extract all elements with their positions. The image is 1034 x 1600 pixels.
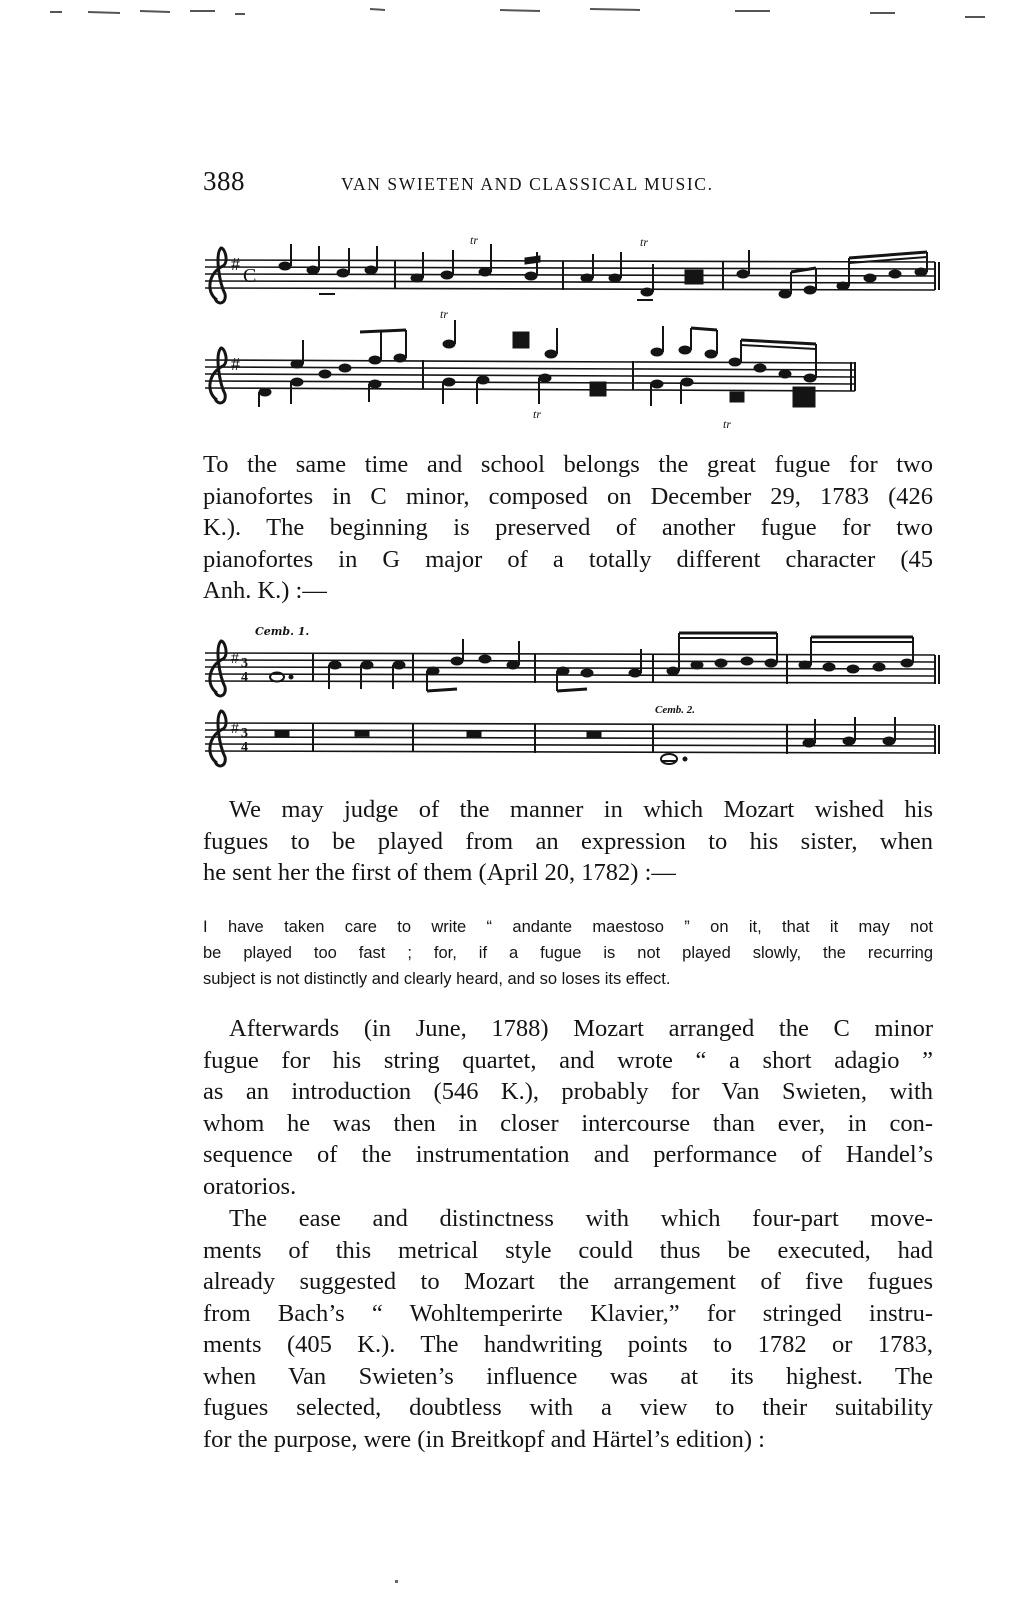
text-line: from Bach’s “ Wohltemperirte Klavier,” for stringed instru- — [203, 1299, 933, 1327]
text-line: he sent her the first of them (April 20, 1782) :— — [203, 859, 676, 886]
text-line: pianofortes in G major of a totally different character (45 — [203, 545, 933, 573]
text-line: Anh. K.) :— — [203, 577, 327, 604]
text-line: ments (405 K.). The handwriting points to 1782 or 1783, — [203, 1331, 933, 1358]
cembalo-2-label: Cemb. 2. — [655, 704, 696, 716]
text-line: The ease and distinctness with which four-part move- — [229, 1205, 933, 1232]
svg-text:3: 3 — [241, 656, 248, 671]
svg-text:#: # — [231, 354, 240, 374]
text-line: oratorios. — [203, 1172, 297, 1200]
quote-line: subject is not distinctly and clearly heard, and so loses its effect. — [203, 970, 671, 988]
music-notation-example-1 — [195, 232, 945, 432]
text-line: for the purpose, were (in Breitkopf and Härtel’s edition) : — [203, 1425, 765, 1453]
svg-text:#: # — [231, 720, 239, 737]
svg-text:tr: tr — [640, 235, 649, 249]
text-line: fugues selected, doubtless with a view to their suitability — [203, 1394, 933, 1421]
svg-text:#: # — [231, 254, 240, 274]
text-line: To the same time and school belongs the great fugue for two — [203, 451, 933, 478]
svg-text:3: 3 — [241, 726, 248, 741]
svg-text:tr: tr — [723, 417, 732, 431]
scan-speck — [395, 1580, 398, 1583]
text-line: pianofortes in C minor, composed on December 29, 1783 (426 — [203, 482, 933, 510]
page-header — [203, 166, 943, 202]
text-line: fugues to be played from an expression to his sister, when — [203, 827, 933, 855]
quote-line: be played too fast ; for, if a fugue is not played slowly, the recurring — [203, 944, 933, 962]
svg-text:tr: tr — [533, 407, 542, 421]
svg-text:4: 4 — [241, 670, 248, 685]
svg-text:4: 4 — [241, 740, 248, 755]
text-line: Afterwards (in June, 1788) Mozart arranged the C minor — [229, 1015, 933, 1042]
music-notation-icon — [205, 625, 939, 766]
letter-quotation — [203, 914, 933, 992]
svg-text:C: C — [243, 265, 257, 287]
quote-line: I have taken care to write “ andante maestoso ” on it, that it may not — [203, 918, 933, 936]
paragraph-bach-fugues — [203, 1203, 933, 1455]
text-line: sequence of the instrumentation and performance of Handel’s — [203, 1141, 933, 1168]
text-line: K.). The beginning is preserved of another fugue for two — [203, 514, 933, 541]
text-line: ments of this metrical style could thus be executed, had — [203, 1236, 933, 1264]
svg-text:tr: tr — [440, 307, 449, 321]
svg-text:tr: tr — [470, 233, 479, 247]
text-line: fugue for his string quartet, and wrote “ a short adagio ” — [203, 1046, 933, 1074]
text-line: when Van Swieten’s influence was at its highest. The — [203, 1362, 933, 1390]
paragraph-mozart-fugues — [203, 794, 933, 889]
text-line: as an introduction (546 K.), probably for Van Swieten, with — [203, 1078, 933, 1105]
music-notation-icon — [205, 233, 939, 431]
music-notation-example-2 — [195, 615, 945, 775]
text-line: already suggested to Mozart the arrangement of five fugues — [203, 1268, 933, 1295]
text-line: whom he was then in closer intercourse than ever, in con- — [203, 1109, 933, 1137]
cembalo-1-label: Cemb. 1. — [255, 625, 310, 638]
page-number: 388 — [203, 166, 245, 196]
running-title: VAN SWIETEN AND CLASSICAL MUSIC. — [341, 174, 714, 194]
paragraph-string-quartet — [203, 1013, 933, 1202]
paragraph-fugue-c-minor — [203, 449, 933, 607]
scan-artifacts — [0, 0, 1034, 30]
text-line: We may judge of the manner in which Mozart wished his — [229, 796, 933, 823]
svg-text:#: # — [231, 650, 239, 667]
